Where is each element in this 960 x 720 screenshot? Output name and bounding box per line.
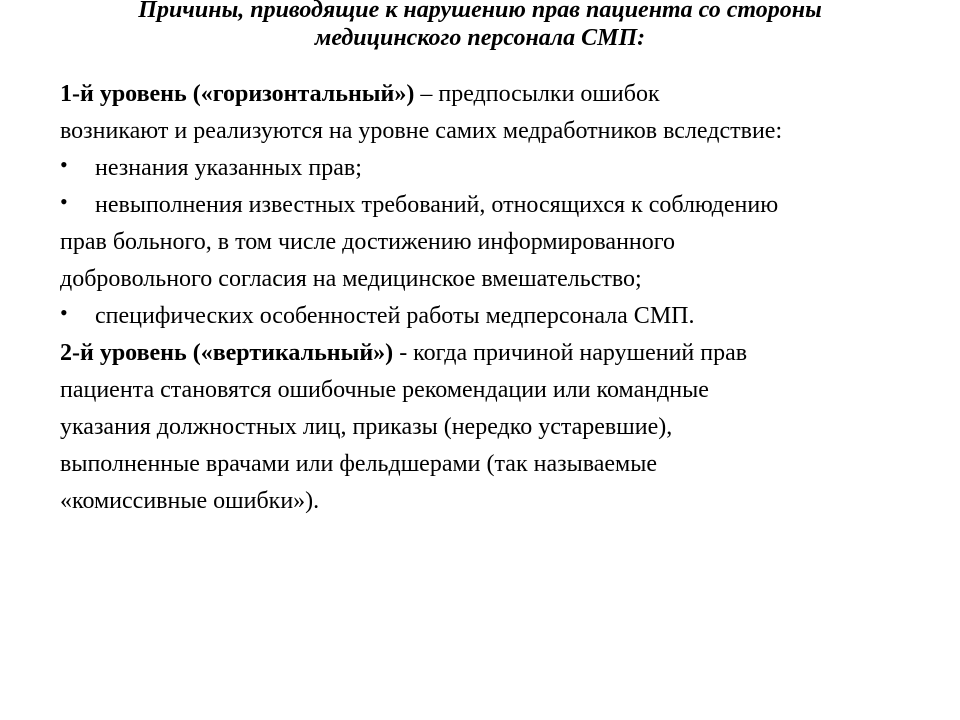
title-line-1: Причины, приводящие к нарушению прав пациента со стороны [138,0,822,23]
level2-line-4: выполненные врачами или фельдшерами (так называемые [60,451,657,477]
level1-bullet-2-cont-1: прав больного, в том числе достижению информированного [60,229,675,255]
slide-title [60,0,900,52]
level2-line-1-tail: - когда причиной нарушений прав [393,340,748,366]
bullet-text: незнания указанных прав; [95,155,362,181]
level2-line-3: указания должностных лиц, приказы (нередко устаревшие), [60,414,673,440]
slide-body [60,76,920,520]
level1-intro-tail: – предпосылки ошибок [414,81,660,107]
bullet-text: невыполнения известных требований, относящихся к соблюдению [95,192,779,218]
level2-heading: 2-й уровень («вертикальный») [60,340,394,366]
level2-line-1 [60,335,920,372]
level1-bullet-2 [60,187,920,224]
bullet-icon: • [60,189,68,214]
bullet-icon: • [60,152,68,177]
level1-intro-line-2: возникают и реализуются на уровне самих медработников вследствие: [60,118,783,144]
level1-bullet-1 [60,150,920,187]
level1-intro-line-1 [60,76,920,113]
bullet-icon: • [60,300,68,325]
level2-line-5: «комиссивные ошибки»). [60,488,320,514]
level2-line-2: пациента становятся ошибочные рекомендации или командные [60,377,709,403]
level1-heading: 1-й уровень («горизонтальный») [60,81,415,107]
title-line-2: медицинского персонала СМП: [314,25,646,51]
level1-bullet-2-cont-2: добровольного согласия на медицинское вмешательство; [60,266,642,292]
bullet-text: специфических особенностей работы медперсонала СМП. [95,303,695,329]
level1-bullet-3 [60,298,920,335]
